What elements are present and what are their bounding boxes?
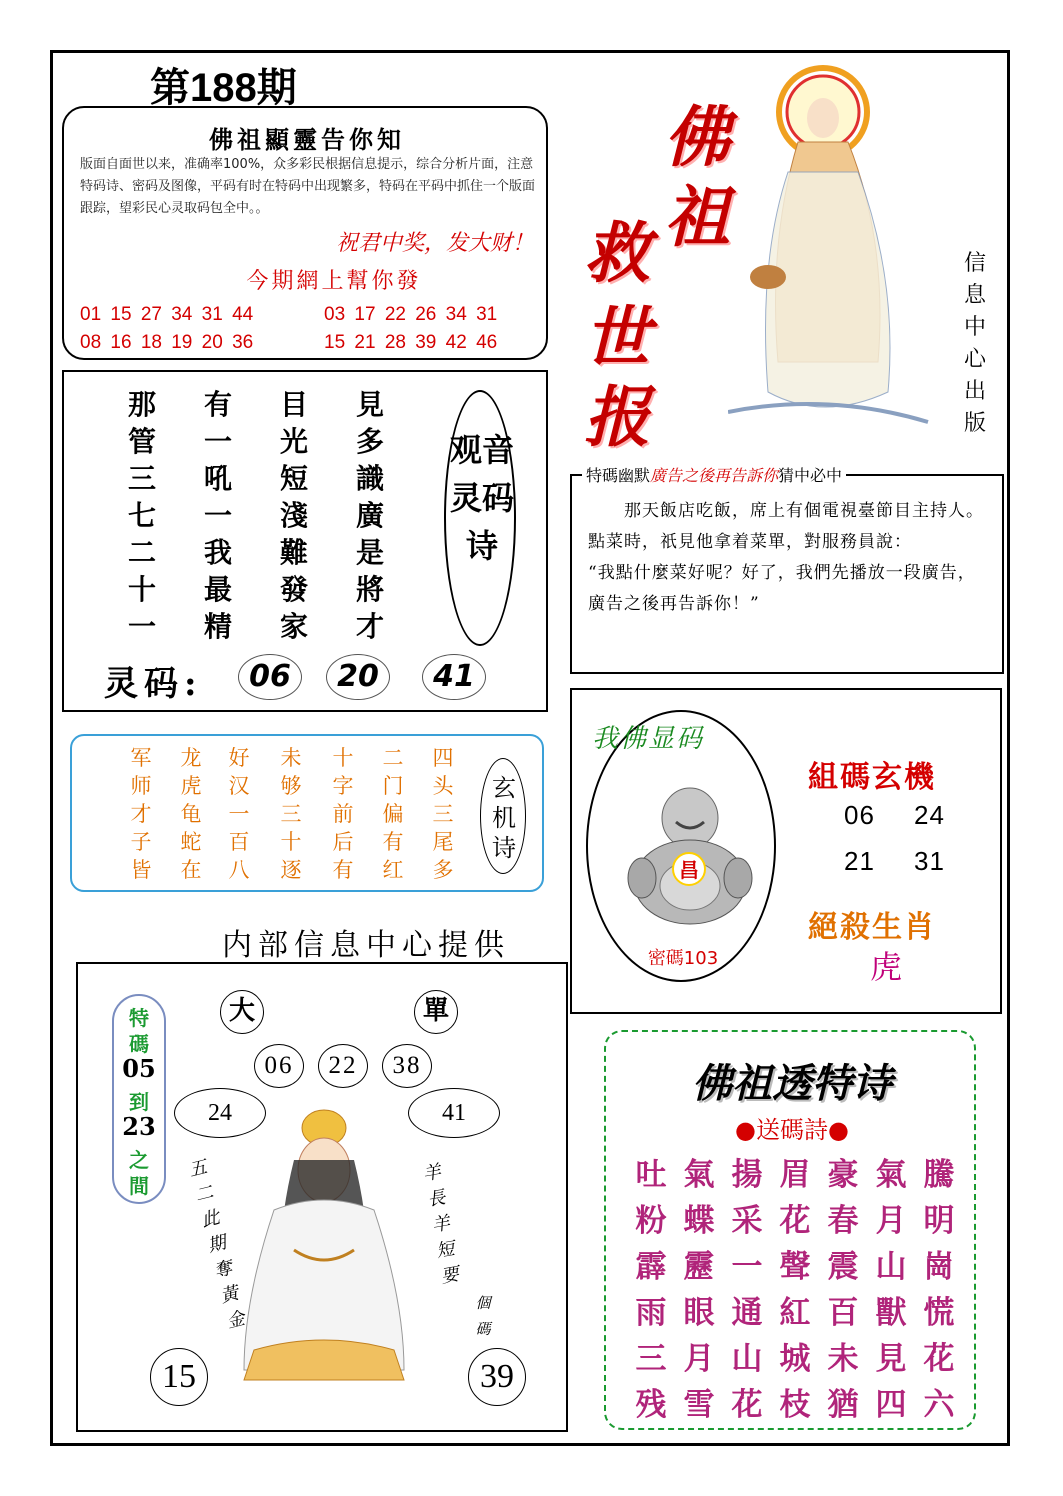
special-poem-column: 氣月山獸見四 [875, 1157, 907, 1423]
special-poem-column: 氣蝶靂眼月雪 [683, 1157, 715, 1423]
xuanji-column: 二门偏有红 [382, 746, 404, 882]
issue-number: 第188期 [150, 66, 297, 110]
big-circle: 大 [220, 990, 264, 1034]
xuanji-column: 军师才子皆 [130, 746, 152, 882]
buddha-box [570, 688, 1002, 1014]
special-char: 特 [129, 1006, 149, 1030]
code-number: 06 [254, 1044, 304, 1088]
title-char: 救 [584, 214, 650, 292]
bottom-number: 39 [468, 1348, 526, 1406]
special-char: 23 [122, 1112, 156, 1141]
joke-header-suffix: 猜中必中 [778, 466, 843, 485]
guanyin-seated-figure-icon [234, 1100, 414, 1390]
xuanji-column: 十字前后有 [332, 746, 354, 882]
lingma-number: 06 [238, 654, 302, 700]
special-range-oval [112, 994, 166, 1204]
xuanji-column: 龙虎龟蛇在 [180, 746, 202, 882]
joke-header-prefix: 特碼幽默 [586, 466, 651, 485]
net-title: 今期網上幫你發 [246, 269, 422, 294]
special-poem-title: 佛祖透特诗 [692, 1060, 892, 1107]
special-char: 間 [129, 1174, 149, 1198]
lingma-label: 灵码: [104, 664, 203, 704]
combo-title: 組碼玄機 [808, 760, 936, 795]
provider-text: 内部信息中心提供 [222, 928, 510, 963]
xuanji-title: 玄机诗 [492, 774, 516, 862]
joke-box [570, 466, 1004, 674]
poem-title: 观音灵码诗 [449, 431, 514, 565]
number-row: 15 21 28 39 42 46 [324, 332, 498, 353]
code-number: 38 [382, 1044, 432, 1088]
combo-number: 06 [844, 800, 875, 830]
xuanji-column: 好汉一百八 [228, 746, 250, 882]
intro-body: 版面自面世以来，准确率100%，众多彩民根据信息提示，综合分析片面，注意特码诗、密码及图像，平码有时在特码中出现繁多，特码在平码中抓住一个版面跟踪，望彩民心灵取码包全中。。 [80, 157, 536, 216]
left-vertical-text: 五二此期奪黃金 [186, 1156, 248, 1333]
joke-body: 那天飯店吃飯，席上有個電視臺節目主持人。 點菜時，祇見他拿着菜單，對服務員說： “我點什麼菜好呢？好了，我們先播放一段廣告，廣告之後再告訴你！” [588, 501, 984, 614]
number-row: 03 17 22 26 34 31 [324, 304, 498, 325]
number-row: 08 16 18 19 20 36 [80, 332, 254, 353]
special-poem-subtitle: ●送碼詩● [735, 1116, 849, 1144]
lingma-number: 20 [326, 654, 390, 700]
combo-number: 21 [844, 846, 875, 876]
joke-header [582, 463, 846, 486]
special-poem-column: 吐粉霹雨三残 [635, 1157, 667, 1423]
poem-title-oval [444, 390, 516, 646]
xuanji-title-oval [480, 758, 526, 874]
poem-column: 那管三七二十一 [127, 388, 156, 643]
title-char: 祖 [664, 178, 730, 256]
blessing-text: 祝君中奖，发大财！ [335, 231, 534, 256]
special-poem-column: 揚采一通山花 [731, 1157, 763, 1423]
special-char: 05 [122, 1054, 156, 1083]
special-char: 之 [129, 1148, 149, 1172]
special-poem-column: 騰明崗慌花六 [923, 1157, 955, 1423]
title-char: 世 [584, 298, 650, 376]
poem-column: 見多識廣是將才 [355, 388, 384, 643]
special-char: 碼 [129, 1032, 149, 1056]
buddha-title: 我佛显码 [592, 724, 705, 754]
mima-text: 密碼103 [647, 948, 719, 969]
xuanji-poem-box [70, 734, 544, 892]
guanyin-standing-figure-icon [728, 62, 938, 442]
buddha-badge: 昌 [672, 852, 706, 886]
bottom-number: 15 [150, 1348, 208, 1406]
poem-column: 有一吼一我最精 [203, 388, 232, 643]
right-vertical-tail: 個碼 [475, 1294, 491, 1338]
code-oval: 24 [174, 1088, 266, 1138]
lingma-number: 41 [422, 654, 486, 700]
right-vertical-text: 羊長羊短要 [421, 1161, 461, 1288]
xuanji-column: 四头三尾多 [432, 746, 454, 882]
number-row: 01 15 27 34 31 44 [80, 304, 254, 325]
title-char: 佛 [664, 98, 730, 176]
intro-box [62, 106, 548, 360]
guanyin-poem-box [62, 370, 548, 712]
single-circle: 單 [414, 990, 458, 1034]
publisher-text: 信息中心出版 [963, 251, 986, 436]
intro-title: 佛祖顯靈告你知 [209, 125, 405, 154]
title-char: 报 [584, 378, 650, 456]
special-poem-column: 豪春震百未猶 [827, 1157, 859, 1423]
combo-number: 24 [914, 800, 945, 830]
special-code-box [76, 962, 568, 1432]
xuanji-column: 未够三十逐 [280, 746, 302, 882]
poem-column: 目光短淺難發家 [279, 388, 308, 643]
special-char: 到 [129, 1090, 149, 1114]
code-oval: 41 [408, 1088, 500, 1138]
kill-zodiac-value: 虎 [870, 948, 903, 986]
joke-header-ink: 廣告之後再告訴你 [650, 466, 779, 485]
kill-zodiac-title: 絕殺生肖 [808, 910, 936, 945]
special-poem-box [604, 1030, 976, 1430]
combo-number: 31 [914, 846, 945, 876]
code-number: 22 [318, 1044, 368, 1088]
special-poem-column: 眉花聲紅城枝 [779, 1157, 811, 1423]
